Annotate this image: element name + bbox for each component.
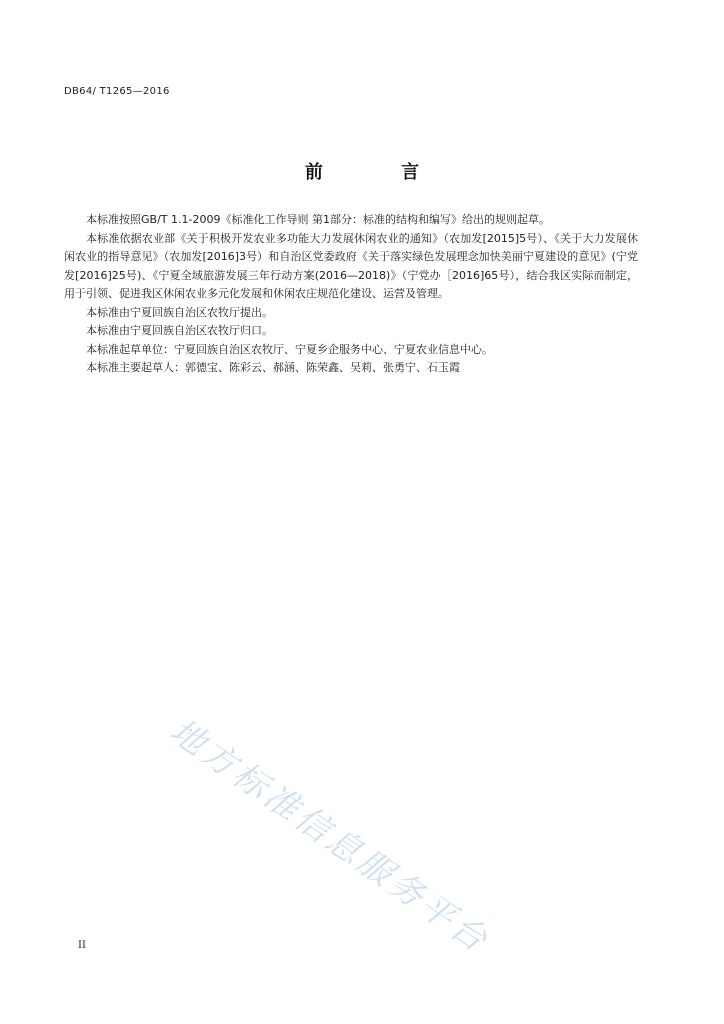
watermark: 地方标准信息服务平台 (162, 710, 497, 962)
paragraph-administrator: 本标准由宁夏回族自治区农牧厅归口。 (86, 324, 273, 337)
foreword-body (64, 211, 638, 378)
paragraph-drafters: 本标准主要起草人：郭德宝、陈彩云、郝涵、陈荣鑫、吴莉、张勇宁、石玉霞 (86, 361, 460, 374)
page-title: 前 言 (304, 162, 456, 183)
paragraph-basis: 本标准依据农业部《关于积极开发农业多功能大力发展休闲农业的通知》（农加发[2015]5号）、《关于大力发展休闲农业的指导意见》（农加发[2016]3号）和自治区党委政府《关于落实绿色发展理念加快美丽宁夏建设的意见》(宁党发[2016]25号)、《宁夏全域旅游发展三年行动方案(2016—2018)》（宁党办［2016]65号），结合我区实际而制定，用于引领、促进我区休闲农业多元化发展和休闲农庄规范化建设、运营及管理。 (64, 231, 638, 300)
paragraph-drafting-rules: 本标准按照GB/T 1.1-2009《标准化工作导则 第1部分：标准的结构和编写》给出的规则起草。 (86, 213, 550, 226)
page-number: II (78, 940, 86, 951)
document-code: DB64/ T1265—2016 (64, 86, 170, 97)
paragraph-proposer: 本标准由宁夏回族自治区农牧厅提出。 (86, 305, 273, 319)
paragraph-drafting-units: 本标准起草单位：宁夏回族自治区农牧厅、宁夏乡企服务中心、宁夏农业信息中心。 (86, 342, 493, 356)
